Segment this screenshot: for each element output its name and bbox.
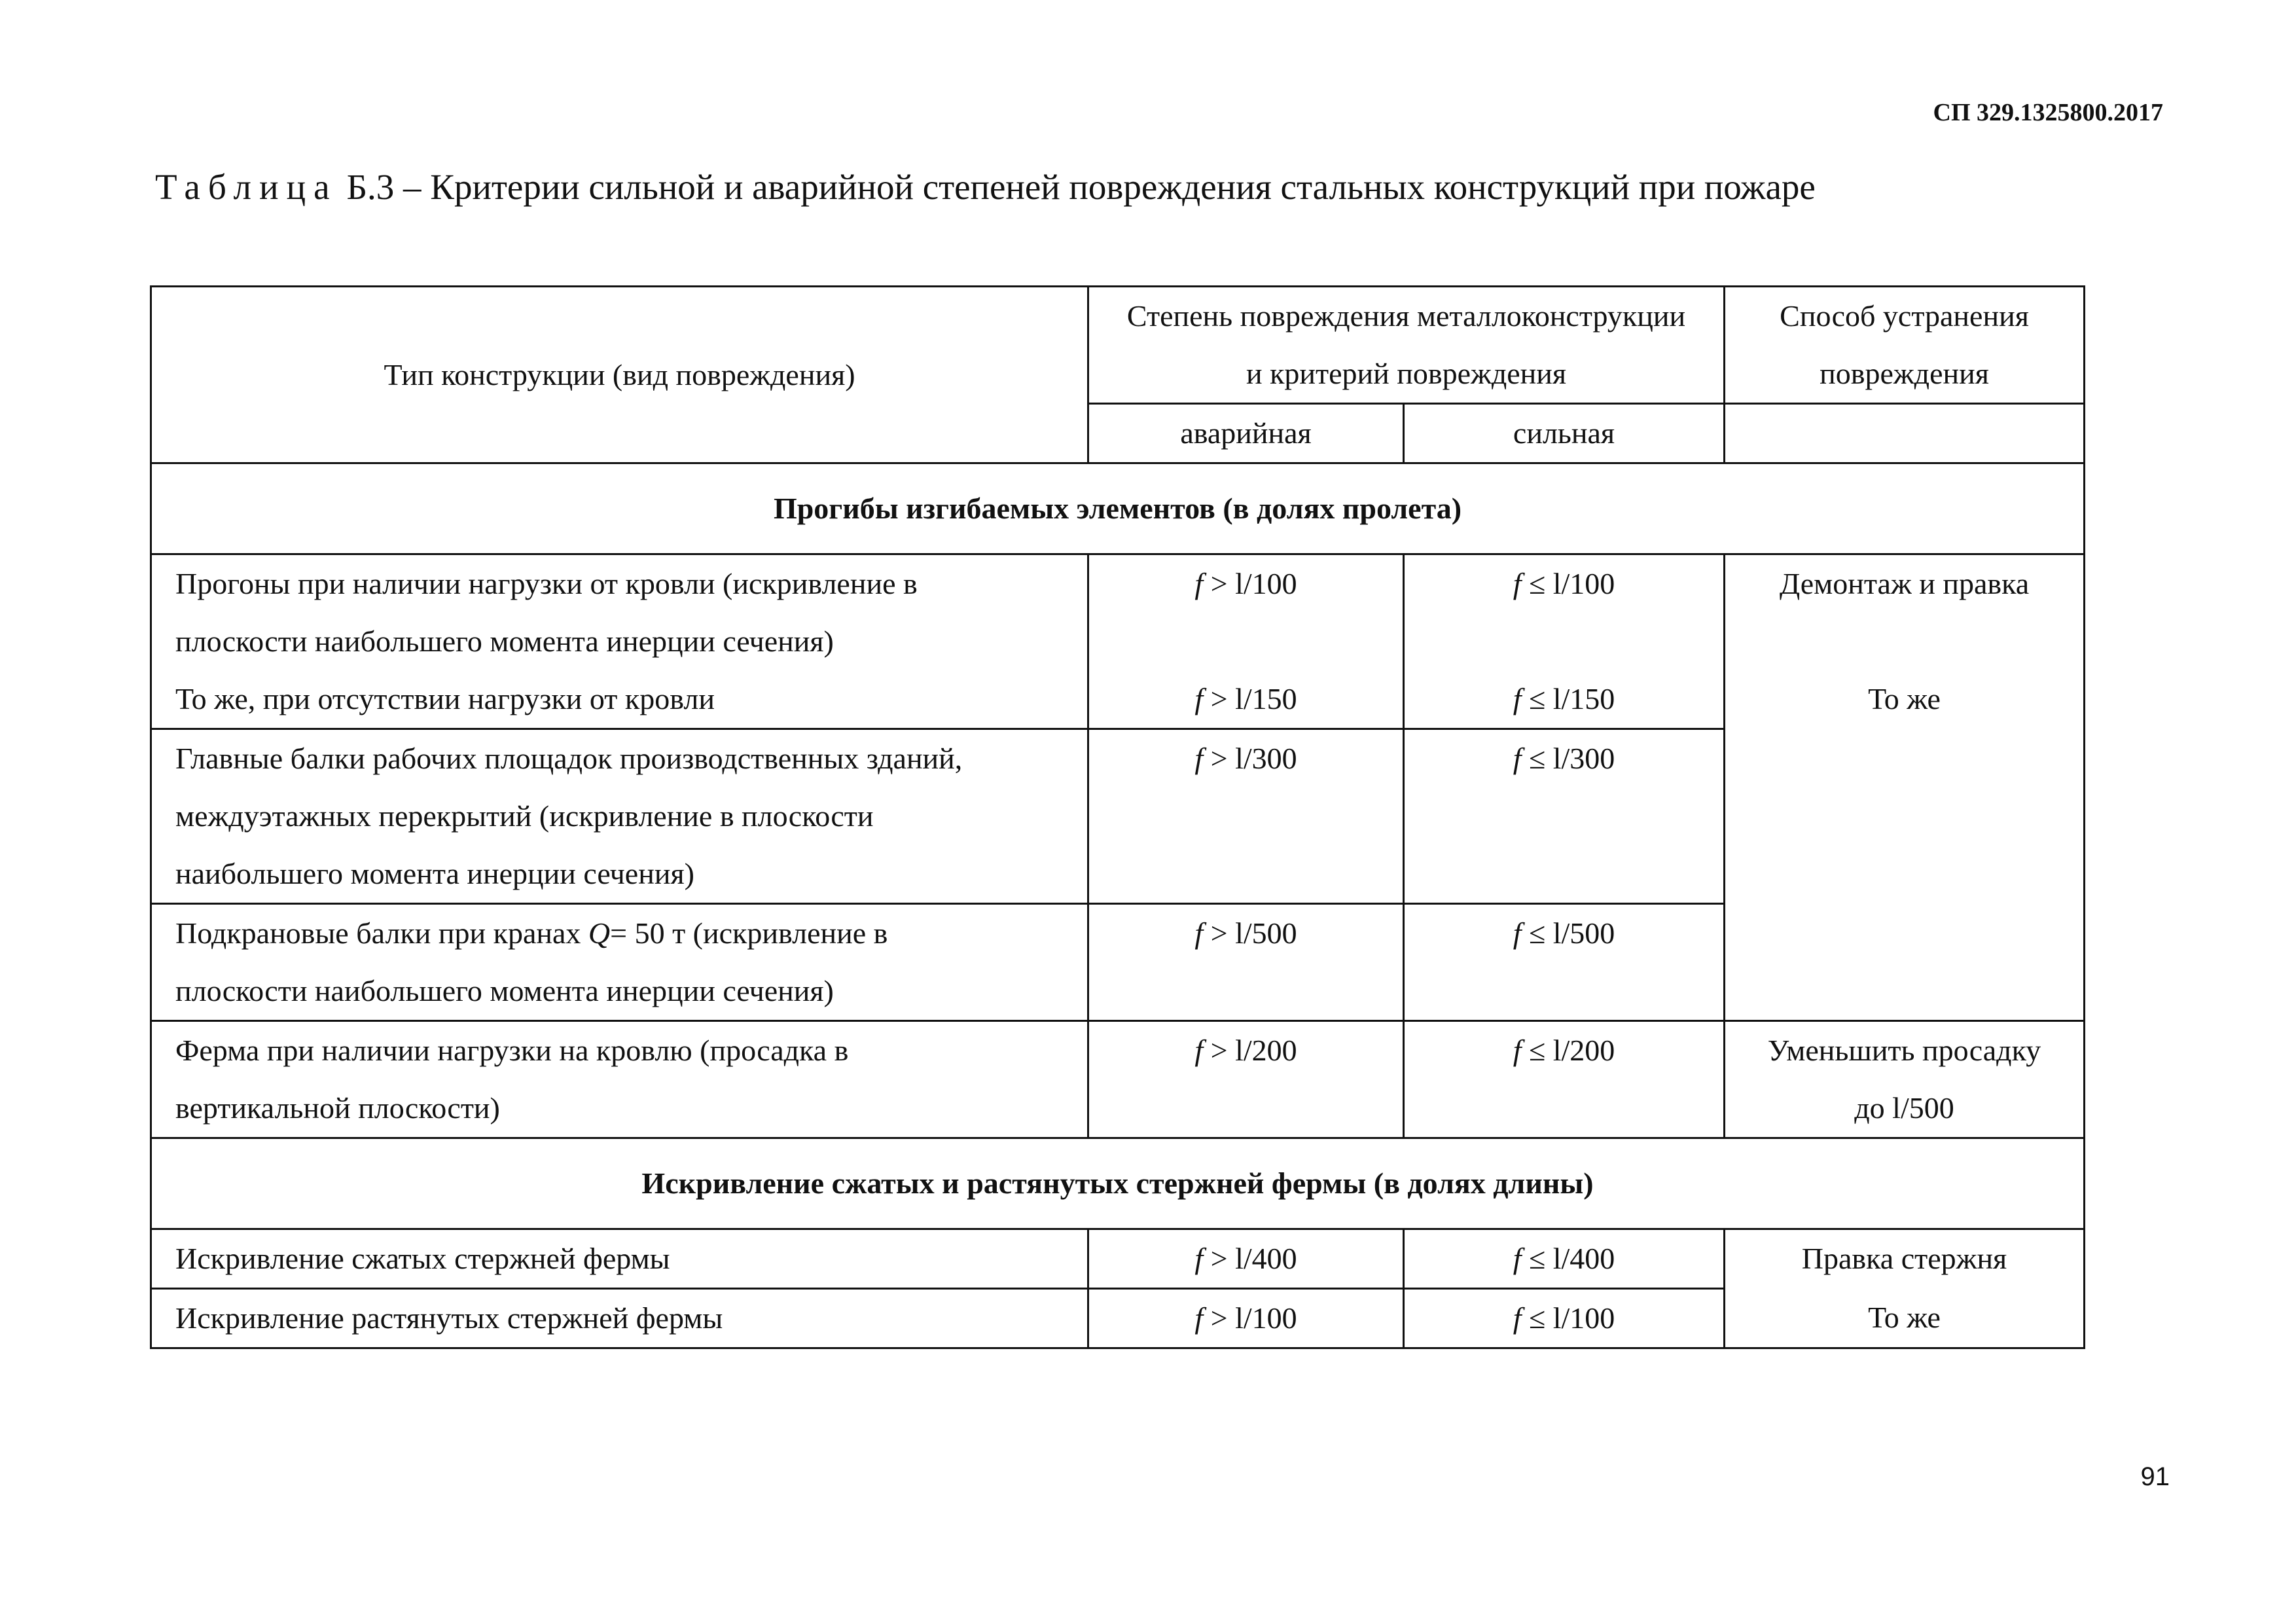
header-strong: сильная xyxy=(1404,404,1725,463)
criteria-table xyxy=(150,285,2085,1349)
row-strong: f ≤ l/200 xyxy=(1404,1021,1725,1138)
table-title-label: Таблица xyxy=(155,167,338,207)
table-row xyxy=(151,1229,2085,1289)
header-empty-cell xyxy=(1725,404,2085,463)
row-type: Главные балки рабочих площадок производственных зданий, междуэтажных перекрытий (искривление в плоскости наибольшего момента инерции сечения) xyxy=(151,729,1088,904)
section-row xyxy=(151,463,2085,554)
row-emergency: f > l/200 xyxy=(1088,1021,1404,1138)
table-title xyxy=(155,166,1816,208)
row-method: Правка стержня xyxy=(1725,1229,2085,1289)
row-type: Ферма при наличии нагрузки на кровлю (просадка в вертикальной плоскости) xyxy=(151,1021,1088,1138)
table-title-text: Критерии сильной и аварийной степеней повреждения стальных конструкций при пожаре xyxy=(430,167,1816,207)
row-type: Искривление растянутых стержней фермы xyxy=(151,1289,1088,1348)
row-type: Подкрановые балки при кранах Q= 50 т (искривление в плоскости наибольшего момента инерции сечения) xyxy=(151,904,1088,1021)
row-method: Демонтаж и правка То же xyxy=(1725,554,2085,729)
row-strong: f ≤ l/300 xyxy=(1404,729,1725,904)
header-emergency: аварийная xyxy=(1088,404,1404,463)
row-strong: f ≤ l/400 xyxy=(1404,1229,1725,1289)
header-degree: Степень повреждения металлоконструкции и критерий повреждения xyxy=(1088,287,1725,404)
row-method-empty xyxy=(1725,729,2085,904)
section-title: Прогибы изгибаемых элементов (в долях пролета) xyxy=(151,463,2085,554)
header-method: Способ устранения повреждения xyxy=(1725,287,2085,404)
row-emergency: f > l/100 xyxy=(1088,1289,1404,1348)
row-strong: f ≤ l/100 f ≤ l/150 xyxy=(1404,554,1725,729)
table-row xyxy=(151,554,2085,729)
row-emergency: f > l/100 f > l/150 xyxy=(1088,554,1404,729)
table-title-dash: – xyxy=(403,167,422,207)
section-title: Искривление сжатых и растянутых стержней фермы (в долях длины) xyxy=(151,1138,2085,1229)
row-emergency: f > l/500 xyxy=(1088,904,1404,1021)
row-method: То же xyxy=(1725,1289,2085,1348)
section-row xyxy=(151,1138,2085,1229)
row-strong: f ≤ l/100 xyxy=(1404,1289,1725,1348)
row-method-empty xyxy=(1725,904,2085,1021)
row-type: Прогоны при наличии нагрузки от кровли (искривление в плоскости наибольшего момента инерции сечения) То же, при отсутствии нагрузки от кровли xyxy=(151,554,1088,729)
page-number: 91 xyxy=(2140,1462,2170,1491)
header-row xyxy=(151,287,2085,404)
row-type: Искривление сжатых стержней фермы xyxy=(151,1229,1088,1289)
table-row xyxy=(151,1289,2085,1348)
row-strong: f ≤ l/500 xyxy=(1404,904,1725,1021)
header-type: Тип конструкции (вид повреждения) xyxy=(151,287,1088,463)
table-row xyxy=(151,729,2085,904)
table-row xyxy=(151,904,2085,1021)
table-title-number: Б.3 xyxy=(346,167,395,207)
document-code: СП 329.1325800.2017 xyxy=(1933,99,2163,126)
row-emergency: f > l/300 xyxy=(1088,729,1404,904)
table-row xyxy=(151,1021,2085,1138)
row-emergency: f > l/400 xyxy=(1088,1229,1404,1289)
row-method: Уменьшить просадку до l/500 xyxy=(1725,1021,2085,1138)
